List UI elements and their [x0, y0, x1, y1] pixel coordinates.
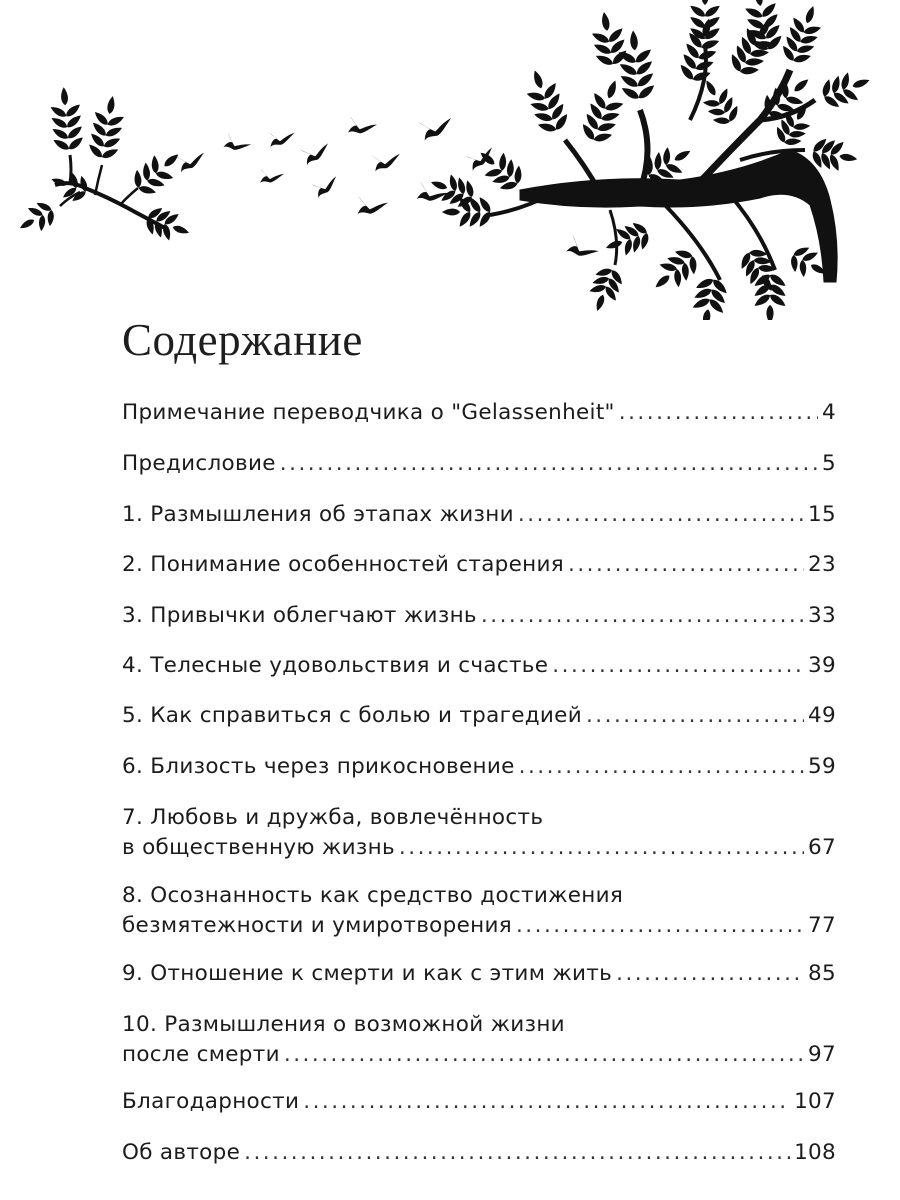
dot-leader	[552, 651, 804, 681]
toc-entry-title: Об авторе	[122, 1140, 241, 1165]
toc-entry-line	[122, 550, 836, 580]
toc-entry-line	[122, 959, 836, 989]
dot-leader	[516, 911, 804, 941]
page-number: 77	[808, 913, 836, 938]
toc-entry-title-line: 10. Размышления о возможной жизни	[122, 1012, 565, 1037]
toc-entry-title: 9. Отношение к смерти и как с этим жить	[122, 961, 613, 986]
toc-entry[interactable]	[122, 550, 836, 580]
page-number: 67	[808, 835, 836, 860]
toc-entry-title: 4. Телесные удовольствия и счастье	[122, 653, 549, 678]
toc-entry[interactable]	[122, 449, 836, 479]
toc-entry-title: Примечание переводчика о "Gelassenheit"	[122, 400, 615, 425]
dot-leader	[399, 833, 804, 863]
page-number: 4	[822, 400, 836, 425]
page-number: 39	[808, 653, 836, 678]
dot-leader	[619, 398, 818, 428]
toc-entry[interactable]	[122, 803, 836, 863]
toc-entry[interactable]	[122, 1138, 836, 1168]
toc-entry-title: Предисловие	[122, 451, 276, 476]
toc-entry-line	[122, 601, 836, 631]
toc-entry-line	[122, 1138, 836, 1168]
tree-and-birds-illustration	[0, 0, 900, 320]
page-number: 5	[822, 451, 836, 476]
toc-entry-title: в общественную жизнь	[122, 835, 395, 860]
page-number: 33	[808, 603, 836, 628]
toc-entry-title: 1. Размышления об этапах жизни	[122, 502, 514, 527]
toc-entry-title: безмятежности и умиротворения	[122, 913, 512, 938]
toc-entry-line	[122, 701, 836, 731]
toc-entry-title: 5. Как справиться с болью и трагедией	[122, 703, 582, 728]
toc-entry-title: 3. Привычки облегчают жизнь	[122, 603, 477, 628]
toc-entry-title: 2. Понимание особенностей старения	[122, 552, 565, 577]
dot-leader	[519, 752, 804, 782]
page-title: Содержание	[122, 315, 363, 365]
toc-entry-title-line: 7. Любовь и дружба, вовлечённость	[122, 805, 544, 830]
dot-leader	[244, 1138, 790, 1168]
toc-entry[interactable]	[122, 398, 836, 428]
toc-entry[interactable]	[122, 881, 836, 941]
toc-entry-line	[122, 449, 836, 479]
dot-leader	[586, 701, 804, 731]
toc-entry-title: после смерти	[122, 1042, 280, 1067]
page-number: 85	[808, 961, 836, 986]
toc-entry-title: 6. Близость через прикосновение	[122, 754, 515, 779]
dot-leader	[518, 500, 804, 530]
toc-entry-line	[122, 833, 836, 863]
dot-leader	[280, 449, 818, 479]
page-number: 97	[808, 1042, 836, 1067]
toc-entry[interactable]	[122, 1087, 836, 1117]
page-number: 107	[794, 1089, 836, 1114]
dot-leader	[568, 550, 804, 580]
toc-entry-line	[122, 911, 836, 941]
toc-entry-line	[122, 1040, 836, 1070]
toc-entry-line	[122, 1087, 836, 1117]
toc-entry-title-line: 8. Осознанность как средство достижения	[122, 883, 624, 908]
toc-entry[interactable]	[122, 1010, 836, 1070]
page-number: 23	[808, 552, 836, 577]
toc-entry-line	[122, 500, 836, 530]
toc-entry[interactable]	[122, 601, 836, 631]
page-number: 15	[808, 502, 836, 527]
toc-entry[interactable]	[122, 701, 836, 731]
toc-entry-title: Благодарности	[122, 1089, 300, 1114]
toc-entry[interactable]	[122, 500, 836, 530]
toc-entry-line	[122, 398, 836, 428]
page-number: 59	[808, 754, 836, 779]
toc-entry[interactable]	[122, 959, 836, 989]
toc-entry[interactable]	[122, 651, 836, 681]
toc-entry[interactable]	[122, 752, 836, 782]
dot-leader	[284, 1040, 804, 1070]
toc-entry-line	[122, 752, 836, 782]
dot-leader	[303, 1087, 790, 1117]
toc-entry-line	[122, 651, 836, 681]
page-number: 108	[794, 1140, 836, 1165]
dot-leader	[616, 959, 804, 989]
page-number: 49	[808, 703, 836, 728]
dot-leader	[481, 601, 804, 631]
